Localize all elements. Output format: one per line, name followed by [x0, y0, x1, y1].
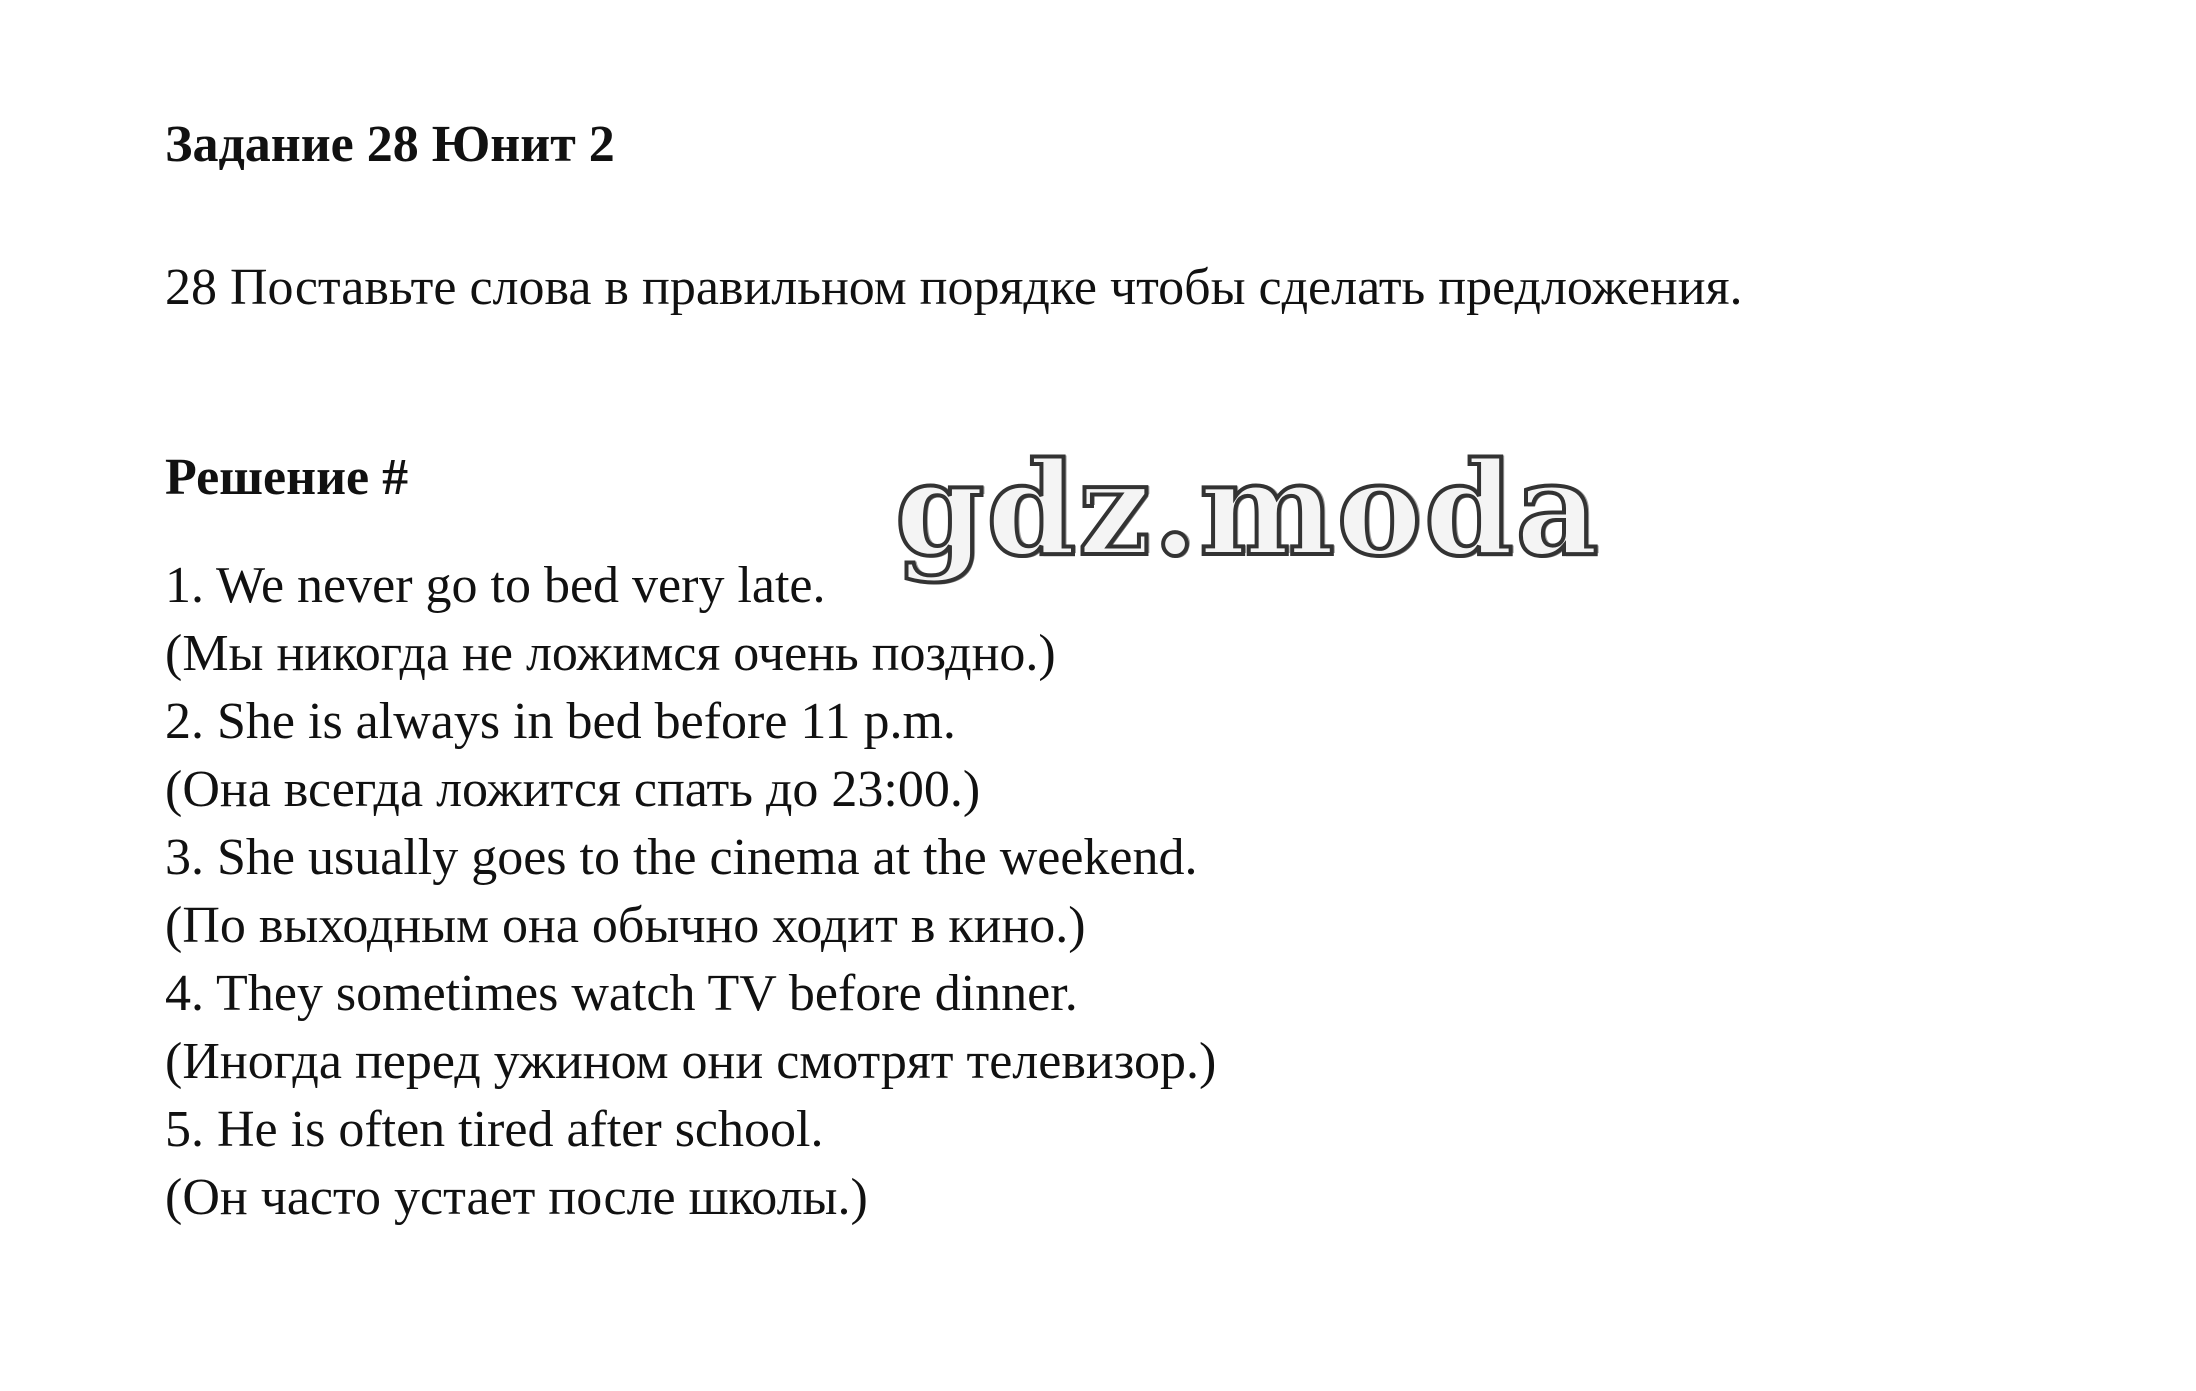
task-instruction: 28 Поставьте слова в правильном порядке чтобы сделать предложения. [165, 259, 1743, 316]
answer-2-translation: (Она всегда ложится спать до 23:00.) [165, 761, 981, 818]
solution-heading: Решение # [165, 449, 409, 506]
answer-3-english: 3. She usually goes to the cinema at the weekend. [165, 829, 1198, 886]
answer-4-english: 4. They sometimes watch TV before dinner. [165, 965, 1078, 1022]
answer-5-english: 5. He is often tired after school. [165, 1101, 824, 1158]
watermark-logo: gdz.moda [895, 435, 1601, 585]
page-title: Задание 28 Юнит 2 [165, 116, 615, 173]
answer-5-translation: (Он часто устает после школы.) [165, 1169, 868, 1226]
answer-2-english: 2. She is always in bed before 11 p.m. [165, 693, 956, 750]
answer-4-translation: (Иногда перед ужином они смотрят телевизор.) [165, 1033, 1217, 1090]
answer-1-english: 1. We never go to bed very late. [165, 557, 826, 614]
answer-3-translation: (По выходным она обычно ходит в кино.) [165, 897, 1086, 954]
answer-1-translation: (Мы никогда не ложимся очень поздно.) [165, 625, 1056, 682]
answer-list [165, 552, 1216, 1232]
